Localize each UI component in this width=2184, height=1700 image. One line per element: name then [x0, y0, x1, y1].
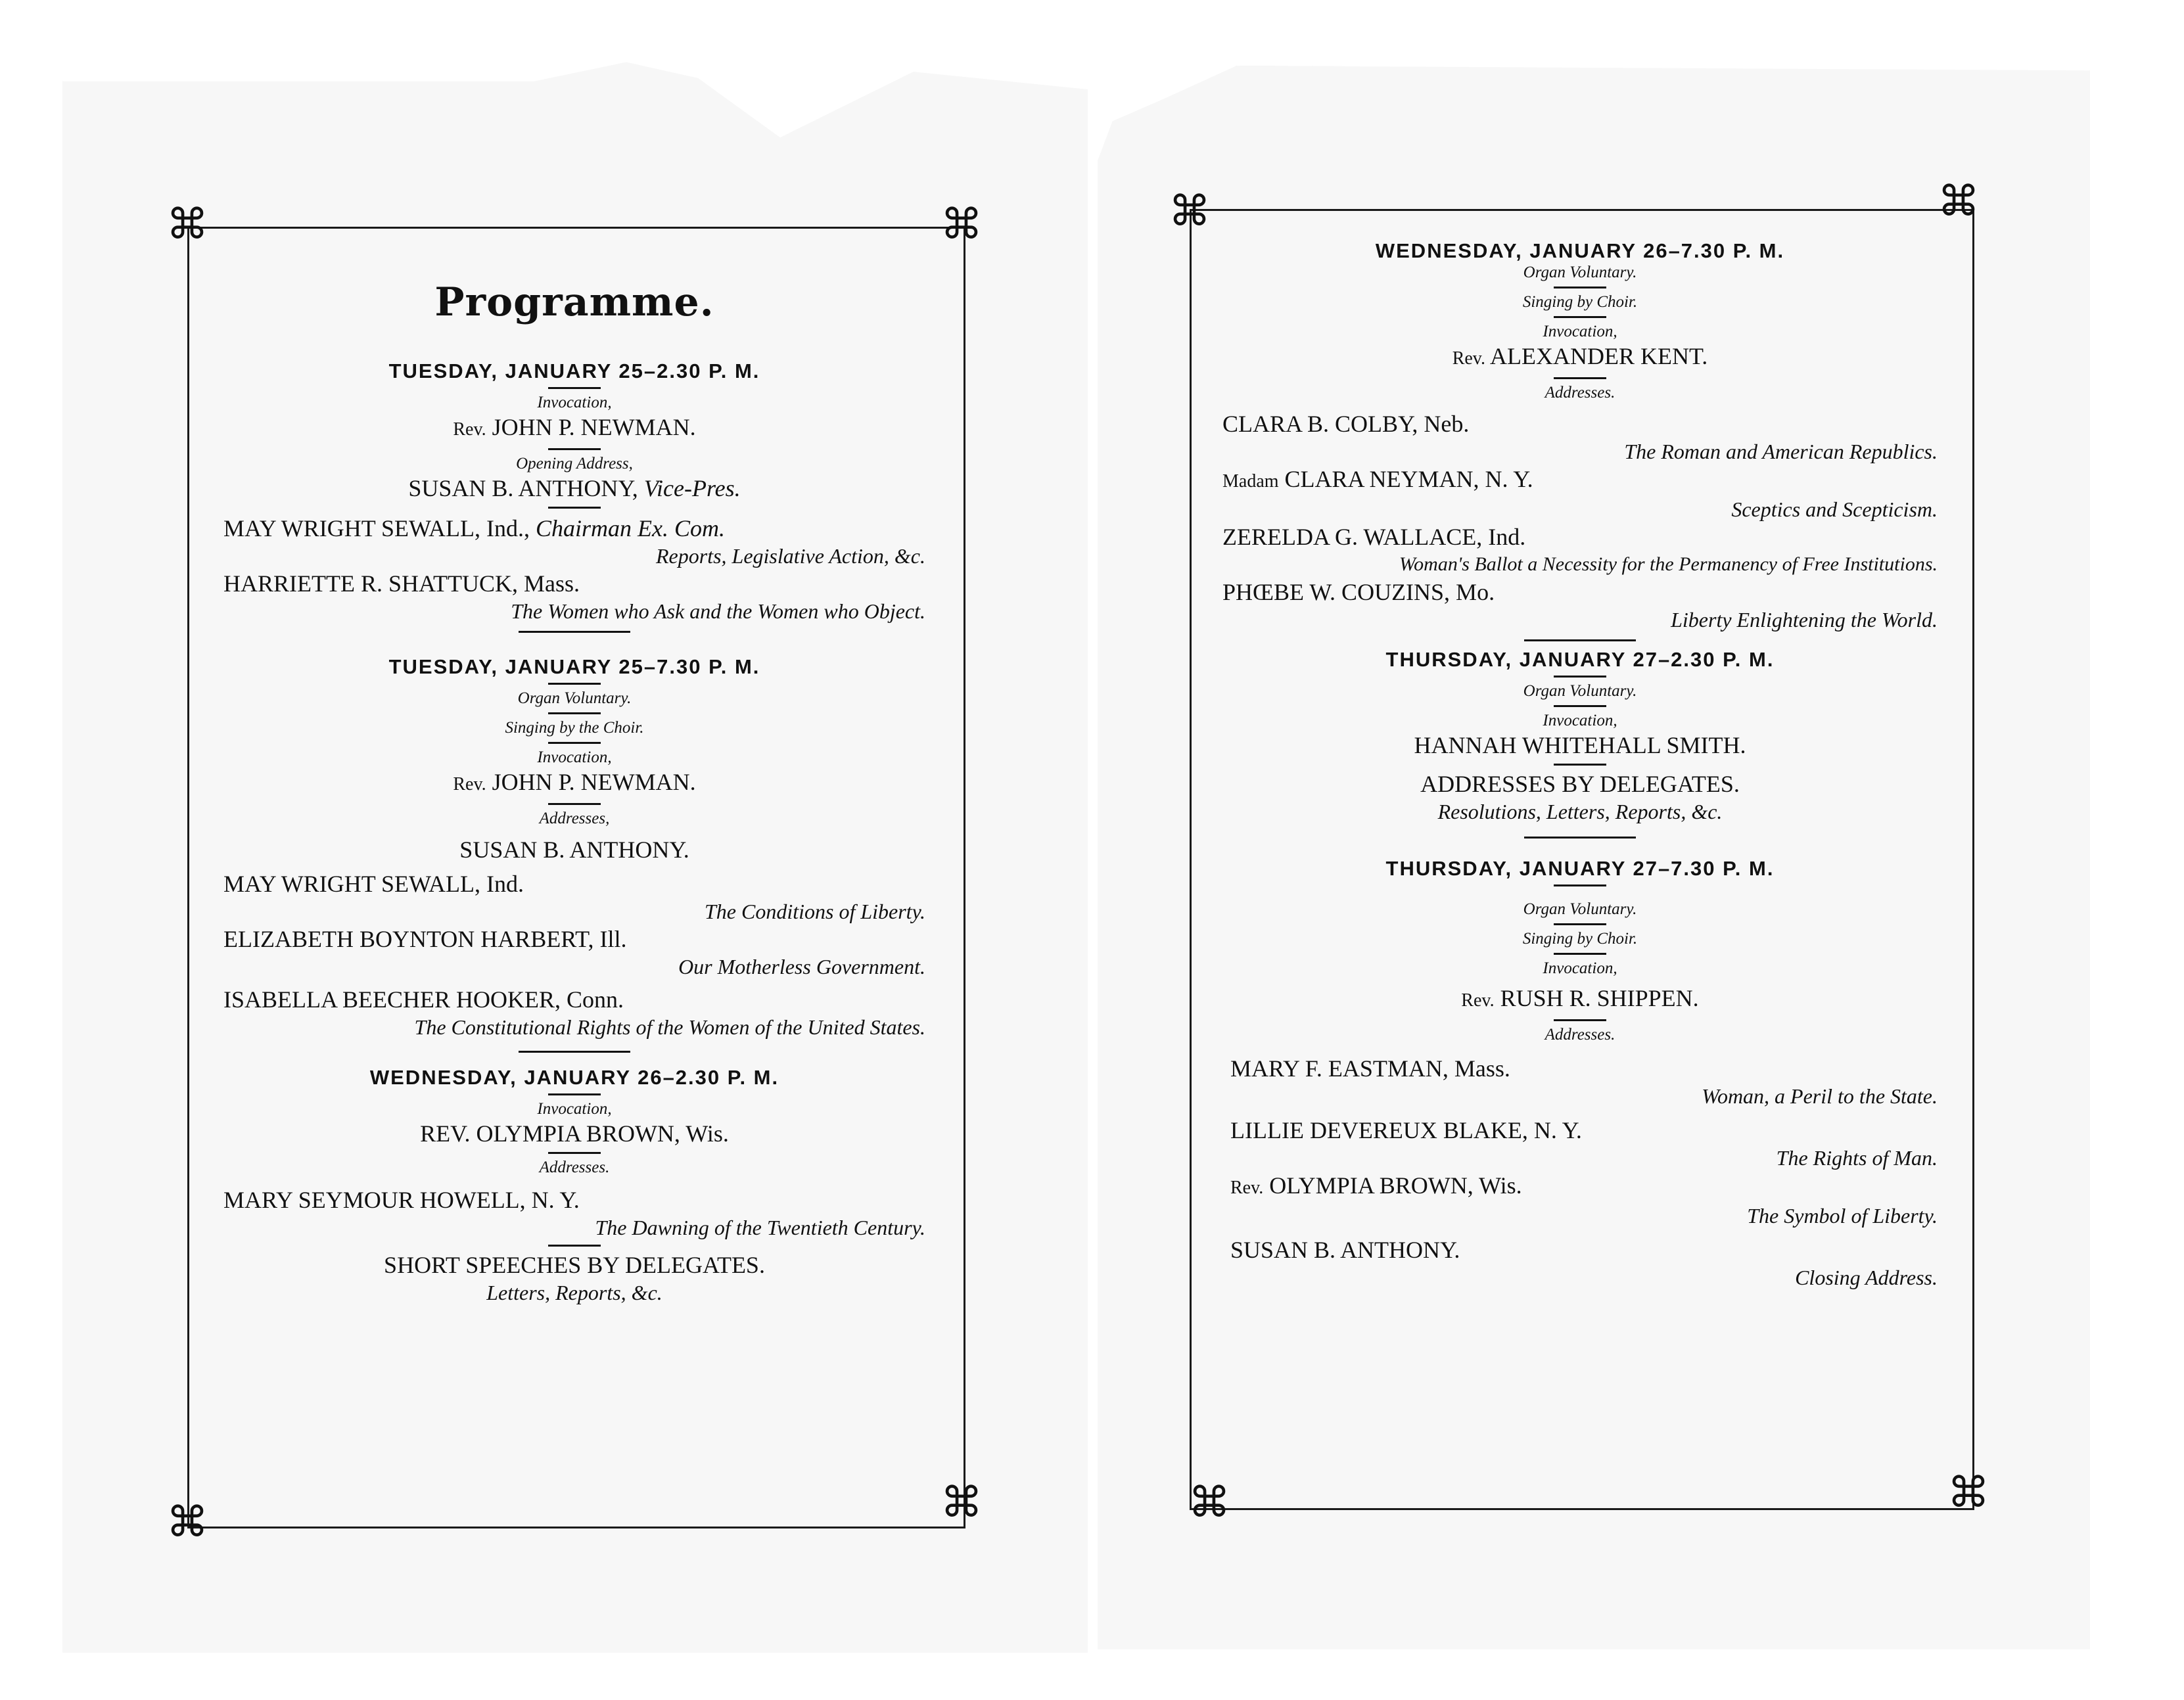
speaker-entry: CLARA B. COLBY, Neb. [1222, 411, 1470, 437]
speaker-entry: MAY WRIGHT SEWALL, Ind. [223, 871, 524, 897]
speaker-topic: Reports, Legislative Action, &c. [655, 544, 925, 568]
speaker-entry: MARY SEYMOUR HOWELL, N. Y. [223, 1187, 580, 1213]
addresses-label: Addresses. [539, 1159, 610, 1176]
organ-label: Organ Voluntary. [517, 689, 632, 707]
speaker-entry: HARRIETTE R. SHATTUCK, Mass. [223, 570, 580, 597]
programme-title: Programme. [434, 279, 714, 325]
speaker-entry: MAY WRIGHT SEWALL, Ind., Chairman Ex. Com. [223, 515, 725, 541]
organ-label: Organ Voluntary. [1523, 682, 1637, 700]
invocation-speaker: HANNAH WHITEHALL SMITH. [1414, 732, 1746, 758]
speaker-topic: Liberty Enlightening the World. [1671, 608, 1938, 632]
speaker-topic: Our Motherless Government. [678, 955, 925, 978]
speaker-entry: ISABELLA BEECHER HOOKER, Conn. [223, 986, 624, 1013]
speaker-topic: Closing Address. [1795, 1266, 1938, 1289]
invocation-speaker: Rev. ALEXANDER KENT. [1452, 343, 1708, 369]
speaker-entry: Rev. OLYMPIA BROWN, Wis. [1230, 1172, 1522, 1199]
speaker-entry: LILLIE DEVEREUX BLAKE, N. Y. [1230, 1117, 1582, 1143]
addresses-label: Addresses, [539, 810, 610, 827]
fleuron-corner-icon: ⌘ [941, 1479, 983, 1526]
fleuron-corner-icon: ⌘ [1938, 178, 1980, 225]
addresses-label: Addresses. [1545, 384, 1615, 402]
speaker-entry: MARY F. EASTMAN, Mass. [1230, 1055, 1510, 1082]
short-speeches: SHORT SPEECHES BY DELEGATES. [384, 1252, 765, 1278]
delegates-addresses: ADDRESSES BY DELEGATES. [1420, 771, 1740, 797]
fleuron-corner-icon: ⌘ [166, 201, 208, 248]
fleuron-corner-icon: ⌘ [1169, 188, 1211, 235]
session-heading: THURSDAY, JANUARY 27–7.30 P. M. [1385, 857, 1775, 880]
invocation-speaker: Rev. JOHN P. NEWMAN. [453, 769, 696, 795]
speaker-topic: Woman's Ballot a Necessity for the Permanency of Free Institutions. [1399, 553, 1938, 575]
session-heading: WEDNESDAY, JANUARY 26–7.30 P. M. [1375, 239, 1785, 262]
session-heading: TUESDAY, JANUARY 25–7.30 P. M. [388, 655, 760, 678]
invocation-label: Invocation, [537, 748, 612, 766]
speaker-entry: PHŒBE W. COUZINS, Mo. [1222, 579, 1495, 605]
speaker-entry: SUSAN B. ANTHONY. [1230, 1237, 1460, 1263]
speaker-entry: ELIZABETH BOYNTON HARBERT, Ill. [223, 926, 627, 952]
left-page-programme [187, 227, 962, 1306]
speaker-topic: Sceptics and Scepticism. [1731, 497, 1938, 521]
singing-label: Singing by Choir. [1522, 930, 1638, 948]
invocation-label: Invocation, [537, 1100, 612, 1118]
speaker-topic: The Conditions of Liberty. [704, 900, 925, 923]
speaker-topic: The Rights of Man. [1776, 1146, 1938, 1170]
invocation-speaker: Rev. RUSH R. SHIPPEN. [1461, 985, 1699, 1011]
fleuron-corner-icon: ⌘ [1947, 1469, 1989, 1516]
session-heading: TUESDAY, JANUARY 25–2.30 P. M. [388, 359, 760, 382]
fleuron-corner-icon: ⌘ [166, 1499, 208, 1546]
singing-label: Singing by Choir. [1522, 293, 1638, 311]
right-page-programme [1190, 209, 1970, 1291]
organ-label: Organ Voluntary. [1523, 264, 1637, 281]
opening-label: Opening Address, [516, 455, 633, 472]
invocation-speaker: REV. OLYMPIA BROWN, Wis. [420, 1120, 729, 1147]
fleuron-corner-icon: ⌘ [941, 201, 983, 248]
singing-label: Singing by the Choir. [505, 719, 644, 737]
speaker-topic: The Symbol of Liberty. [1747, 1204, 1938, 1228]
fleuron-corner-icon: ⌘ [1188, 1479, 1230, 1526]
speaker-topic: The Women who Ask and the Women who Object. [511, 599, 925, 623]
opening-speaker: SUSAN B. ANTHONY, Vice-Pres. [408, 475, 741, 501]
speaker-topic: The Roman and American Republics. [1624, 440, 1938, 463]
invocation-label: Invocation, [1543, 959, 1617, 977]
session-heading: WEDNESDAY, JANUARY 26–2.30 P. M. [369, 1066, 779, 1089]
speaker-topic: The Dawning of the Twentieth Century. [595, 1216, 925, 1239]
invocation-label: Invocation, [1543, 323, 1617, 340]
invocation-label: Invocation, [537, 394, 612, 411]
organ-label: Organ Voluntary. [1523, 900, 1637, 918]
speaker-entry: Madam CLARA NEYMAN, N. Y. [1222, 466, 1533, 492]
addresses-label: Addresses. [1545, 1026, 1615, 1044]
short-speeches-sub: Letters, Reports, &c. [486, 1281, 662, 1304]
delegates-sub: Resolutions, Letters, Reports, &c. [1437, 800, 1723, 823]
speaker-topic: The Constitutional Rights of the Women of the United States. [414, 1015, 925, 1039]
speaker-topic: Woman, a Peril to the State. [1702, 1084, 1938, 1108]
session-heading: THURSDAY, JANUARY 27–2.30 P. M. [1385, 648, 1775, 671]
speaker-entry: SUSAN B. ANTHONY. [459, 837, 689, 863]
invocation-speaker: Rev. JOHN P. NEWMAN. [453, 414, 696, 440]
speaker-entry: ZERELDA G. WALLACE, Ind. [1222, 524, 1526, 550]
invocation-label: Invocation, [1543, 712, 1617, 729]
